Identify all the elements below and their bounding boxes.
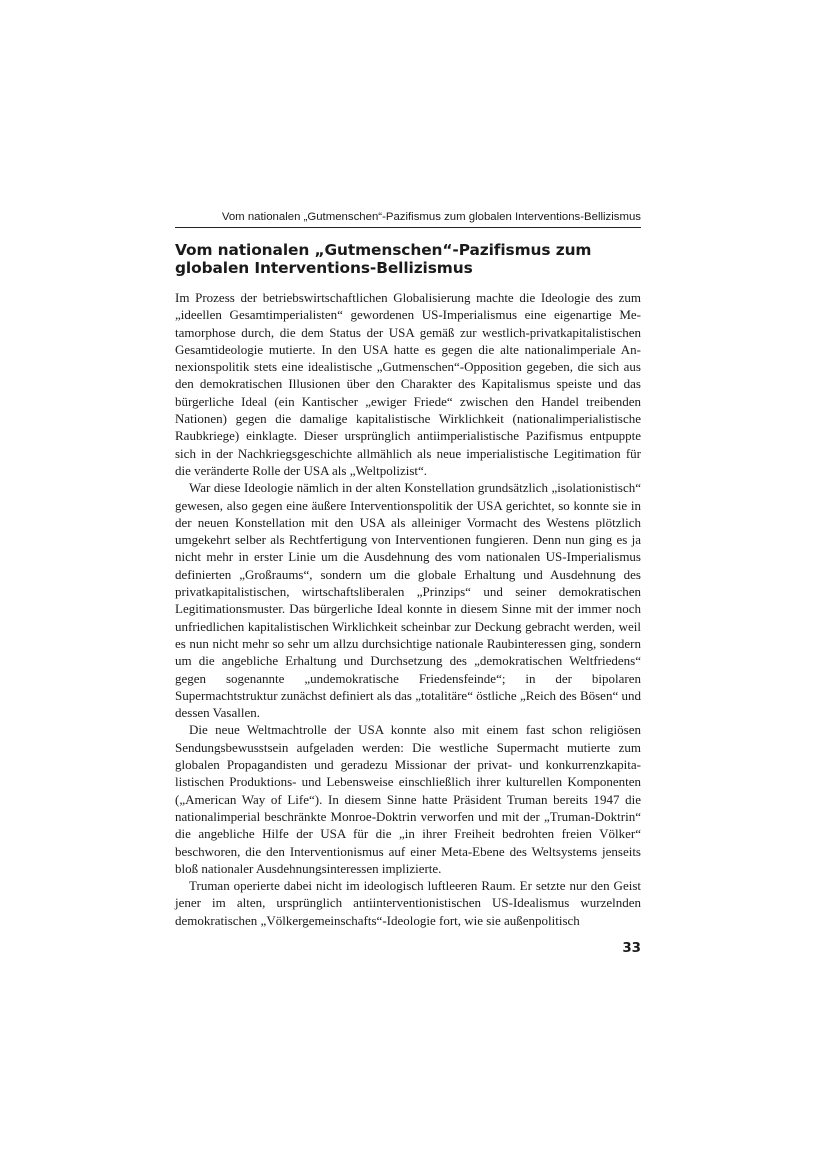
chapter-title: Vom nationalen „Gutmenschen“-Pazifismus zum globalen Interventions-Bellizismus	[175, 241, 592, 277]
body-text	[175, 289, 641, 929]
paragraph-4: Truman operierte dabei nicht im ideologisch luftleeren Raum. Er setzte nur den Geist jener im alten, ursprünglich antiinterventionistischen US-Idealismus wurzelnden demokratischen „Völkergemeinschafts“-Ideologie fort, wie sie außenpolitisch	[175, 878, 641, 928]
header-rule	[175, 227, 641, 228]
paragraph-3: Die neue Weltmachtrolle der USA konnte also mit einem fast schon religiösen Sendungsbewusstsein aufgeladen werden: Die westliche Supermacht mutierte zum globalen Propagandisten und geradezu Missionar der privat- und konkurrenzkapitalistischen Produktions- und Lebensweise einschließlich ihrer kulturellen Komponenten („American Way of Life“). In diesem Sinne hatte Präsident Truman bereits 1947 die nationalimperial beschränkte Monroe-Doktrin verworfen und mit der „Truman-Doktrin“ die angebliche Hilfe der USA für die „in ihrer Freiheit bedrohten freien Völker“ beschworen, die den Interventionismus auf einer Meta-Ebene des Weltsystems jenseits bloß nationaler Ausdehnungsinteressen implizierte.	[175, 722, 641, 876]
paragraph-2: War diese Ideologie nämlich in der alten Konstellation grundsätzlich „isolationistisch“ gewesen, also gegen eine äußere Interventionspolitik der USA gerichtet, so konnte sie in der neuen Konstellation mit den USA als alleiniger Vormacht des Westens plötzlich umgekehrt selber als Rechtfertigung von Interventionen fungieren. Denn nun ging es ja nicht mehr in erster Linie um die Ausdehnung des vom nationalen US-Imperialismus definierten „Großraums“, sondern um die globale Erhaltung und Ausdehnung des privatkapitalistischen, wirtschaftsliberalen „Prinzips“ und seiner demokratischen Legitimationsmuster. Das bürgerliche Ideal konnte in diesem Sinne mit der immer noch unfriedlichen kapitalistischen Wirklichkeit scheinbar zur Deckung gebracht werden, weil es nun nicht mehr so sehr um allzu durchsichtige nationale Raubinteressen ging, sondern um die angebliche Erhaltung und Durchsetzung des „demokratischen Weltfriedens“ gegen sogenannte „undemokratische Friedensfeinde“; in der bipolaren Supermachtstruktur zunächst definiert als das „totalitäre“ östliche „Reich des Bösen“ und dessen Vasallen.	[175, 480, 641, 721]
paragraph-1: Im Prozess der betriebswirtschaftlichen Globalisierung machte die Ideologie des zum „ideellen Gesamtimperialisten“ gewordenen US-Imperialismus eine eigenartige Metamorphose durch, die dem Status der USA gemäß zur westlich-privatkapitalistischen Gesamtideologie mutierte. In den USA hatte es gegen die alte nationalimperiale Annexionspolitik stets eine idealistische „Gutmenschen“-Opposition gegeben, die sich aus den demokratischen Illusionen über den Charakter des Kapitalismus speiste und das bürgerliche Ideal (ein Kantischer „ewiger Friede“ zwischen den Handel treibenden Nationen) gegen die damalige kapitalistische Wirklichkeit (nationalimperialistische Raubkriege) einklagte. Dieser ursprünglich antiimperialistische Pazifismus entpuppte sich in der Nachkriegsgeschichte allmählich als neue imperialistische Legitimation für die veränderte Rolle der USA als „Weltpolizist“.	[175, 290, 641, 478]
page-number: 33	[622, 941, 641, 956]
running-head: Vom nationalen „Gutmenschen“-Pazifismus zum globalen Interventions-Bellizismus	[221, 211, 641, 223]
